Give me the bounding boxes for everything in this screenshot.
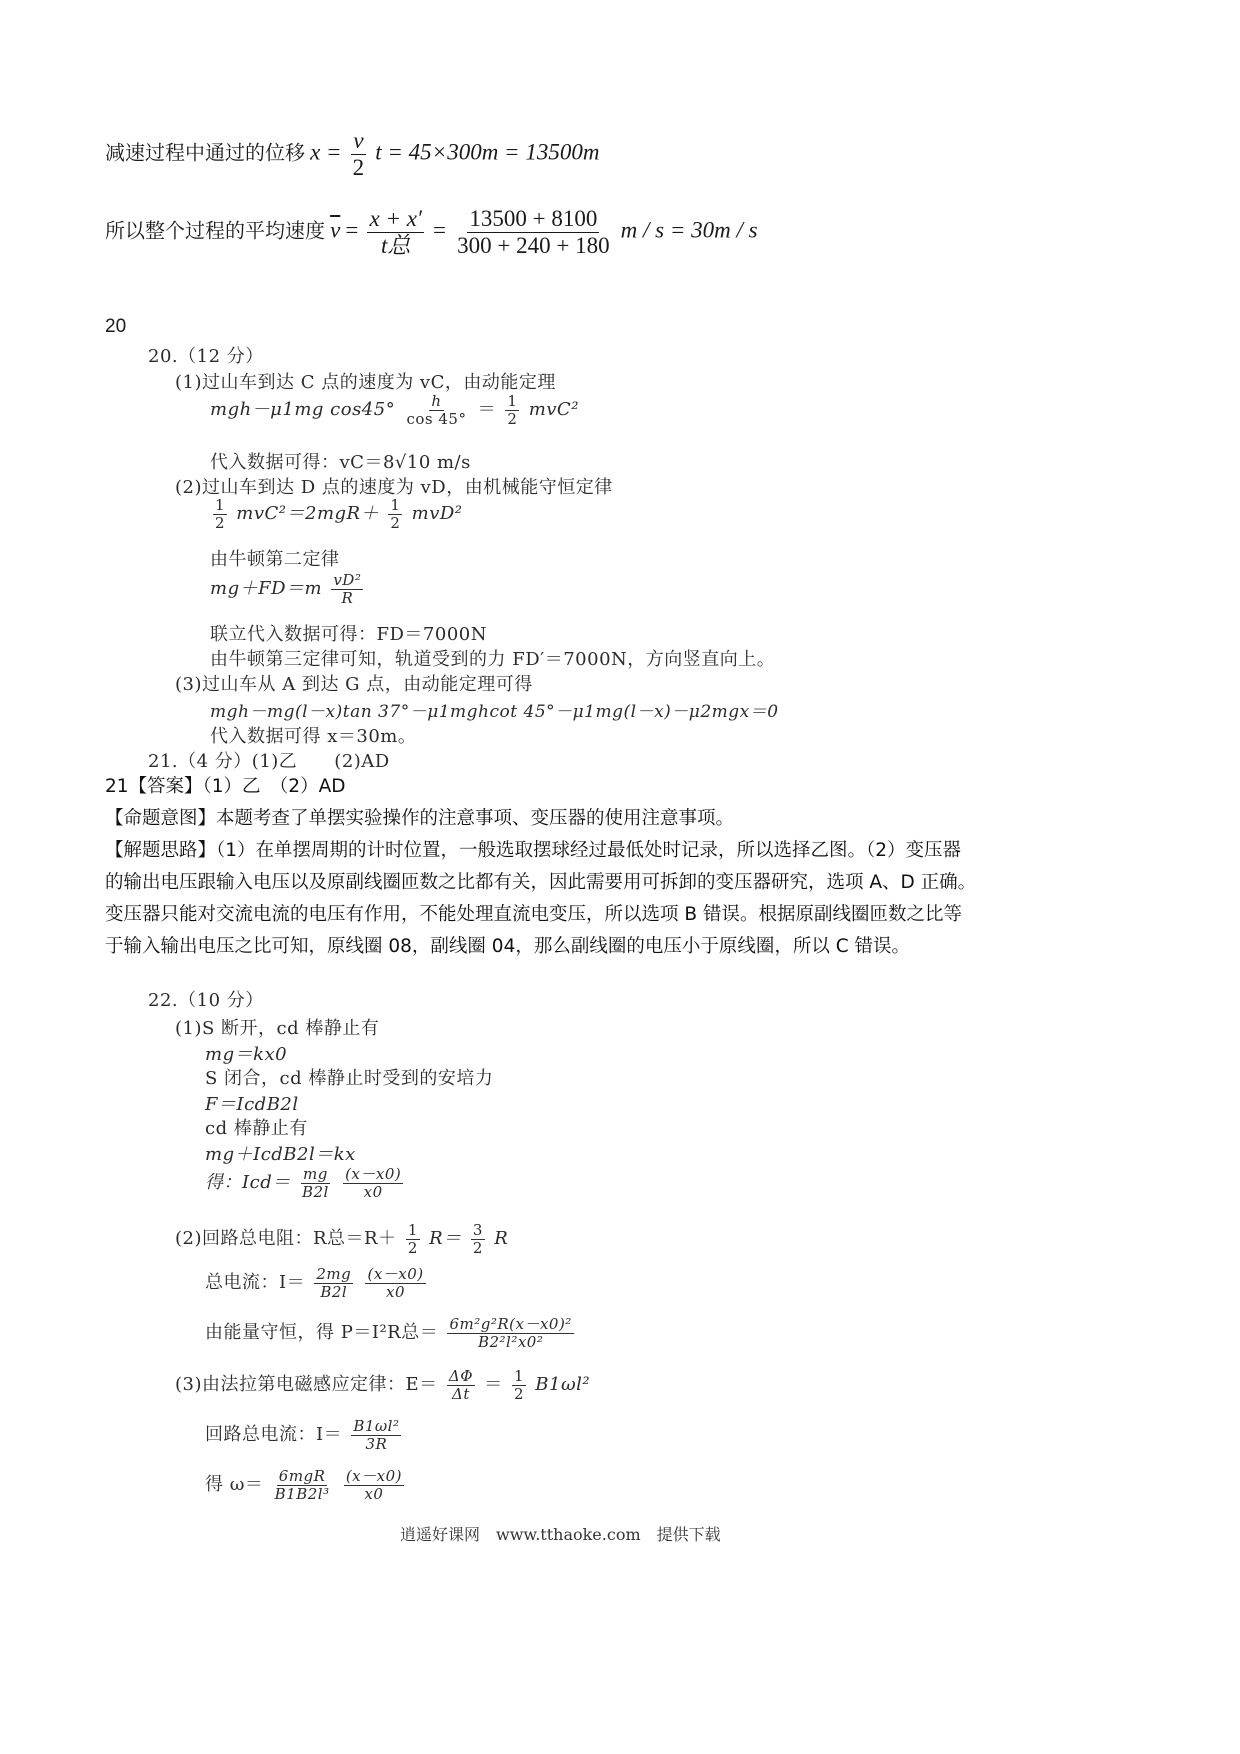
eq3-frac bbox=[331, 572, 363, 606]
p2-c: R bbox=[494, 1228, 509, 1249]
denominator: 2 bbox=[507, 409, 518, 428]
q20-result1: 代入数据可得：vC＝8√10 m/s bbox=[210, 452, 471, 473]
eq3-a: mg＋FD＝m bbox=[210, 578, 323, 599]
numerator: 1 bbox=[215, 496, 226, 514]
q22-omega bbox=[205, 1468, 407, 1502]
icd-frac-2 bbox=[343, 1166, 403, 1200]
numerator: 3 bbox=[472, 1221, 483, 1239]
denominator: t总 bbox=[381, 233, 411, 259]
q20-eq1 bbox=[210, 393, 579, 427]
q20-part2: (2)过山车到达 D 点的速度为 vD，由机械能守恒定律 bbox=[175, 477, 613, 498]
q22-power bbox=[205, 1316, 577, 1350]
numerator: vD² bbox=[333, 571, 362, 589]
q22-cd-static: cd 棒静止有 bbox=[205, 1118, 308, 1139]
eq-sign: = bbox=[345, 217, 359, 243]
numerator: ΔΦ bbox=[448, 1367, 474, 1385]
p3-frac bbox=[447, 1368, 475, 1402]
q22-eq-balance: mg＋IcdB2l＝kx bbox=[205, 1144, 356, 1165]
numerator: x + x′ bbox=[367, 206, 423, 233]
numerator: 13500 + 8100 bbox=[467, 206, 599, 233]
denominator: x0 bbox=[386, 1282, 406, 1301]
section-number: 20 bbox=[105, 316, 127, 337]
line-displacement bbox=[105, 128, 599, 182]
q22-eq-mg-kx0: mg＝kx0 bbox=[205, 1044, 288, 1065]
p2-half bbox=[406, 1222, 420, 1256]
q21-analysis-line3: 变压器只能对交流电流的电压有作用，不能处理直流电变压，所以选项 B 错误。根据原副线圈匝数之比等 bbox=[105, 904, 962, 925]
denominator: B1B2l³ bbox=[274, 1484, 330, 1503]
numerator: (x－x0) bbox=[367, 1265, 424, 1283]
q20-eq4: mgh－mg(l－x)tan 37°－μ1mghcot 45°－μ1mg(l－x)－μ2mgx＝0 bbox=[210, 702, 779, 722]
denominator: B2²l²x0² bbox=[477, 1332, 544, 1351]
eq2-half-2 bbox=[388, 497, 402, 531]
eq-rhs: m / s = 30m / s bbox=[620, 217, 758, 243]
i-frac-2 bbox=[365, 1266, 425, 1300]
denominator: 300 + 240 + 180 bbox=[457, 233, 610, 259]
w-frac-2 bbox=[344, 1468, 404, 1502]
p2-a: (2)回路总电阻：R总＝R＋ bbox=[175, 1228, 397, 1249]
numerator: 6mgR bbox=[278, 1467, 326, 1485]
eq-sign-2: = bbox=[433, 217, 447, 243]
q21-analysis-line1: 【解题思路】（1）在单摆周期的计时位置，一般选取摆球经过最低处时记录，所以选择乙图。（2）变压器 bbox=[105, 840, 962, 861]
q20-eq3 bbox=[210, 572, 366, 606]
fraction bbox=[351, 128, 367, 182]
q21-answer: 21【答案】（1）乙 （2）AD bbox=[105, 776, 346, 797]
text: 所以整个过程的平均速度 bbox=[105, 218, 325, 243]
eq1-half bbox=[505, 393, 519, 427]
numerator: 1 bbox=[390, 496, 401, 514]
q20-part3: (3)过山车从 A 到达 G 点，由动能定理可得 bbox=[175, 674, 533, 695]
eq1-eq: ＝ bbox=[477, 399, 497, 420]
q20-eq2 bbox=[210, 497, 463, 531]
eq1-b: mvC² bbox=[528, 399, 579, 420]
eq2-half-1 bbox=[213, 497, 227, 531]
p2-b: R＝ bbox=[429, 1228, 462, 1249]
denominator: R bbox=[341, 588, 354, 607]
p3-c: B1ωl² bbox=[535, 1374, 591, 1395]
denominator: 2 bbox=[390, 513, 401, 532]
eq2-a: mvC²＝2mgR＋ bbox=[236, 503, 380, 524]
q22-total-current bbox=[205, 1266, 429, 1300]
eq1-frac bbox=[404, 393, 468, 427]
q20-result3: 由牛顿第三定律可知，轨道受到的力 FD′＝7000N，方向竖直向上。 bbox=[210, 649, 776, 670]
p3-b: ＝ bbox=[484, 1374, 503, 1395]
fraction-1 bbox=[367, 206, 423, 260]
numerator: v bbox=[351, 128, 365, 155]
cur-a: 回路总电流：I＝ bbox=[205, 1424, 343, 1445]
denominator: x0 bbox=[363, 1182, 383, 1201]
line-average-speed bbox=[105, 206, 758, 260]
q21-analysis-line2: 的输出电压跟输入电压以及原副线圈匝数之比都有关，因此需要用可拆卸的变压器研究，选项 A、D 正确。 bbox=[105, 872, 977, 893]
i-a: 总电流：I＝ bbox=[205, 1272, 306, 1293]
w-frac-1 bbox=[273, 1468, 332, 1502]
q22-eq-force: F＝IcdB2l bbox=[205, 1094, 299, 1115]
denominator: B2l bbox=[320, 1282, 348, 1301]
numerator: 1 bbox=[507, 392, 518, 410]
pw-a: 由能量守恒，得 P＝I²R总＝ bbox=[205, 1322, 439, 1343]
text: 减速过程中通过的位移 bbox=[105, 140, 305, 165]
q21-analysis-line4: 于输入输出电压之比可知，原线圈 08，副线圈 04，那么副线圈的电压小于原线圈，所以 C 错误。 bbox=[105, 936, 911, 957]
q22-loop-current bbox=[205, 1418, 404, 1452]
denominator: x0 bbox=[364, 1484, 384, 1503]
numerator: 2mg bbox=[316, 1265, 352, 1283]
q22-part2 bbox=[175, 1222, 508, 1256]
q22-part1: (1)S 断开，cd 棒静止有 bbox=[175, 1018, 380, 1039]
numerator: 1 bbox=[407, 1221, 418, 1239]
q22-header: 22.（10 分） bbox=[148, 990, 264, 1011]
q22-eq-icd bbox=[205, 1166, 406, 1200]
q20-result4: 代入数据可得 x＝30m。 bbox=[210, 726, 417, 747]
denominator: 3R bbox=[365, 1434, 388, 1453]
p3-half bbox=[512, 1368, 526, 1402]
numerator: h bbox=[431, 392, 442, 410]
numerator: (x－x0) bbox=[345, 1467, 402, 1485]
denominator: 2 bbox=[352, 155, 365, 181]
denominator: Δt bbox=[452, 1384, 470, 1403]
i-frac-1 bbox=[314, 1266, 353, 1300]
q20-result2: 联立代入数据可得：FD＝7000N bbox=[210, 624, 487, 645]
vbar: $\overline{v}$ bbox=[330, 217, 341, 243]
numerator: B1ωl² bbox=[353, 1417, 400, 1435]
eq-rhs: t = 45×300m = 13500m bbox=[375, 139, 600, 165]
eq1-a: mgh－μ1mg cos45° bbox=[210, 399, 396, 420]
denominator: B2l bbox=[301, 1182, 329, 1201]
numerator: (x－x0) bbox=[345, 1165, 402, 1183]
w-a: 得 ω＝ bbox=[205, 1474, 264, 1495]
q20-part1: (1)过山车到达 C 点的速度为 vC，由动能定理 bbox=[175, 372, 556, 393]
p2-three-half bbox=[471, 1222, 485, 1256]
q21-scan-line: 21.（4 分）(1)乙 (2)AD bbox=[148, 751, 390, 772]
denominator: 2 bbox=[215, 513, 226, 532]
pw-frac bbox=[447, 1316, 573, 1350]
fraction-2 bbox=[455, 206, 611, 260]
q22-part3 bbox=[175, 1368, 590, 1402]
q22-s-closed: S 闭合，cd 棒静止时受到的安培力 bbox=[205, 1068, 494, 1089]
denominator: 2 bbox=[472, 1238, 483, 1257]
denominator: cos 45° bbox=[406, 409, 467, 428]
p3-a: (3)由法拉第电磁感应定律：E＝ bbox=[175, 1374, 438, 1395]
icd-frac-1 bbox=[300, 1166, 331, 1200]
eq2-b: mvD² bbox=[411, 503, 463, 524]
numerator: mg bbox=[302, 1165, 328, 1183]
denominator: 2 bbox=[407, 1238, 418, 1257]
cur-frac bbox=[351, 1418, 401, 1452]
q20-newton2: 由牛顿第二定律 bbox=[210, 549, 340, 570]
eq-lhs: x = bbox=[310, 139, 342, 165]
denominator: 2 bbox=[513, 1384, 525, 1403]
numerator: 1 bbox=[513, 1367, 525, 1385]
numerator: 6m²g²R(x－x0)² bbox=[449, 1315, 572, 1333]
icd-a: 得：Icd＝ bbox=[205, 1172, 291, 1193]
page-footer: 逍遥好课网 www.tthaoke.com 提供下载 bbox=[400, 1525, 721, 1544]
q21-intent: 【命题意图】本题考查了单摆实验操作的注意事项、变压器的使用注意事项。 bbox=[105, 808, 735, 829]
q20-header: 20.（12 分） bbox=[148, 346, 264, 367]
